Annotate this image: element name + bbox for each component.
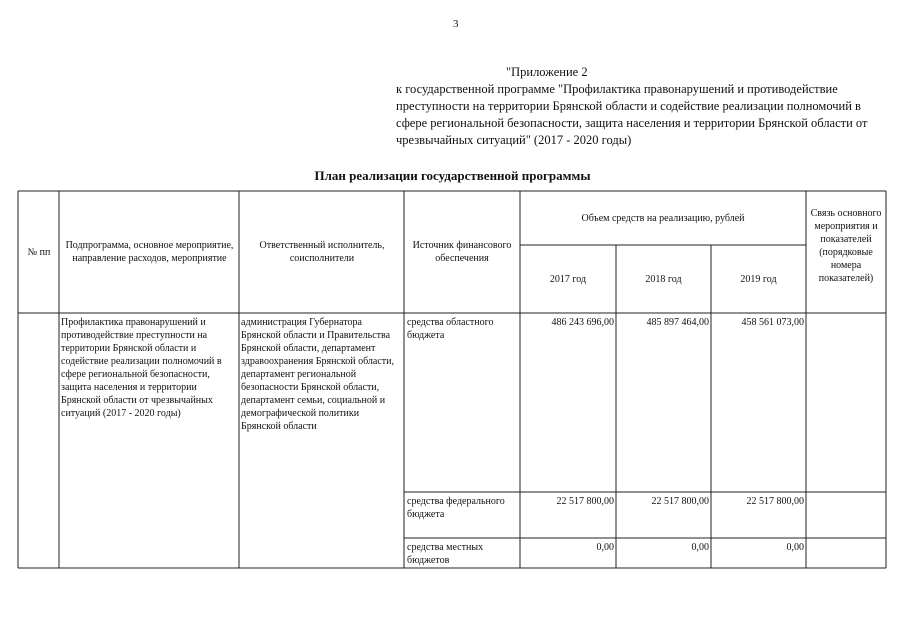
local-2017: 0,00: [596, 542, 614, 553]
header-year-2018: 2018 год: [645, 273, 682, 285]
row-subprogram: Профилактика правонарушений и противодействие преступности на территории Брянской области и содействие реализации полномочий в сфере региональной безопасности, защита населения и территории Брянской области от чрезвычайных ситуаций (2017 - 2020 годы): [61, 317, 222, 419]
source-local: средства местных бюджетов: [407, 542, 484, 566]
header-volume: Объем средств на реализацию, рублей: [581, 212, 745, 224]
regional-2018: 485 897 464,00: [646, 317, 709, 328]
header-source: Источник финансового обеспечения: [412, 240, 512, 264]
row-executor: администрация Губернатора Брянской области и Правительства Брянской области, департамент здравоохранения Брянской области, департамент региональной безопасности Брянской области, департамент семьи, социальной и демографической политики Брянской области: [241, 317, 394, 432]
page-number: 3: [453, 18, 459, 30]
appendix-text: к государственной программе "Профилактика правонарушений и противодействие преступности на территории Брянской области и содействие реализации полномочий в сфере региональной безопасности, защита населения и территории Брянской области от чрезвычайных ситуаций" (2017 - 2020 годы): [396, 82, 868, 147]
appendix-heading: "Приложение 2: [506, 65, 588, 79]
federal-2019: 22 517 800,00: [746, 496, 804, 507]
regional-2019: 458 561 073,00: [741, 317, 804, 328]
federal-2017: 22 517 800,00: [556, 496, 614, 507]
local-2018: 0,00: [691, 542, 709, 553]
regional-2017: 486 243 696,00: [551, 317, 614, 328]
header-executor: Ответственный исполнитель, соисполнители: [259, 240, 385, 264]
header-year-2019: 2019 год: [740, 273, 777, 285]
appendix-note: [396, 64, 876, 149]
header-year-2017: 2017 год: [549, 273, 587, 285]
source-federal: средства федерального бюджета: [407, 496, 505, 520]
federal-2018: 22 517 800,00: [651, 496, 709, 507]
document-title: План реализации государственной программы: [314, 168, 591, 183]
header-num: № пп: [27, 246, 51, 258]
header-subprogram: Подпрограмма, основное мероприятие, направление расходов, мероприятие: [65, 240, 234, 264]
local-2019: 0,00: [786, 542, 804, 553]
header-indicators-link: Связь основного мероприятия и показателей (порядковые номера показателей): [810, 208, 882, 284]
source-regional: средства областного бюджета: [407, 317, 494, 341]
